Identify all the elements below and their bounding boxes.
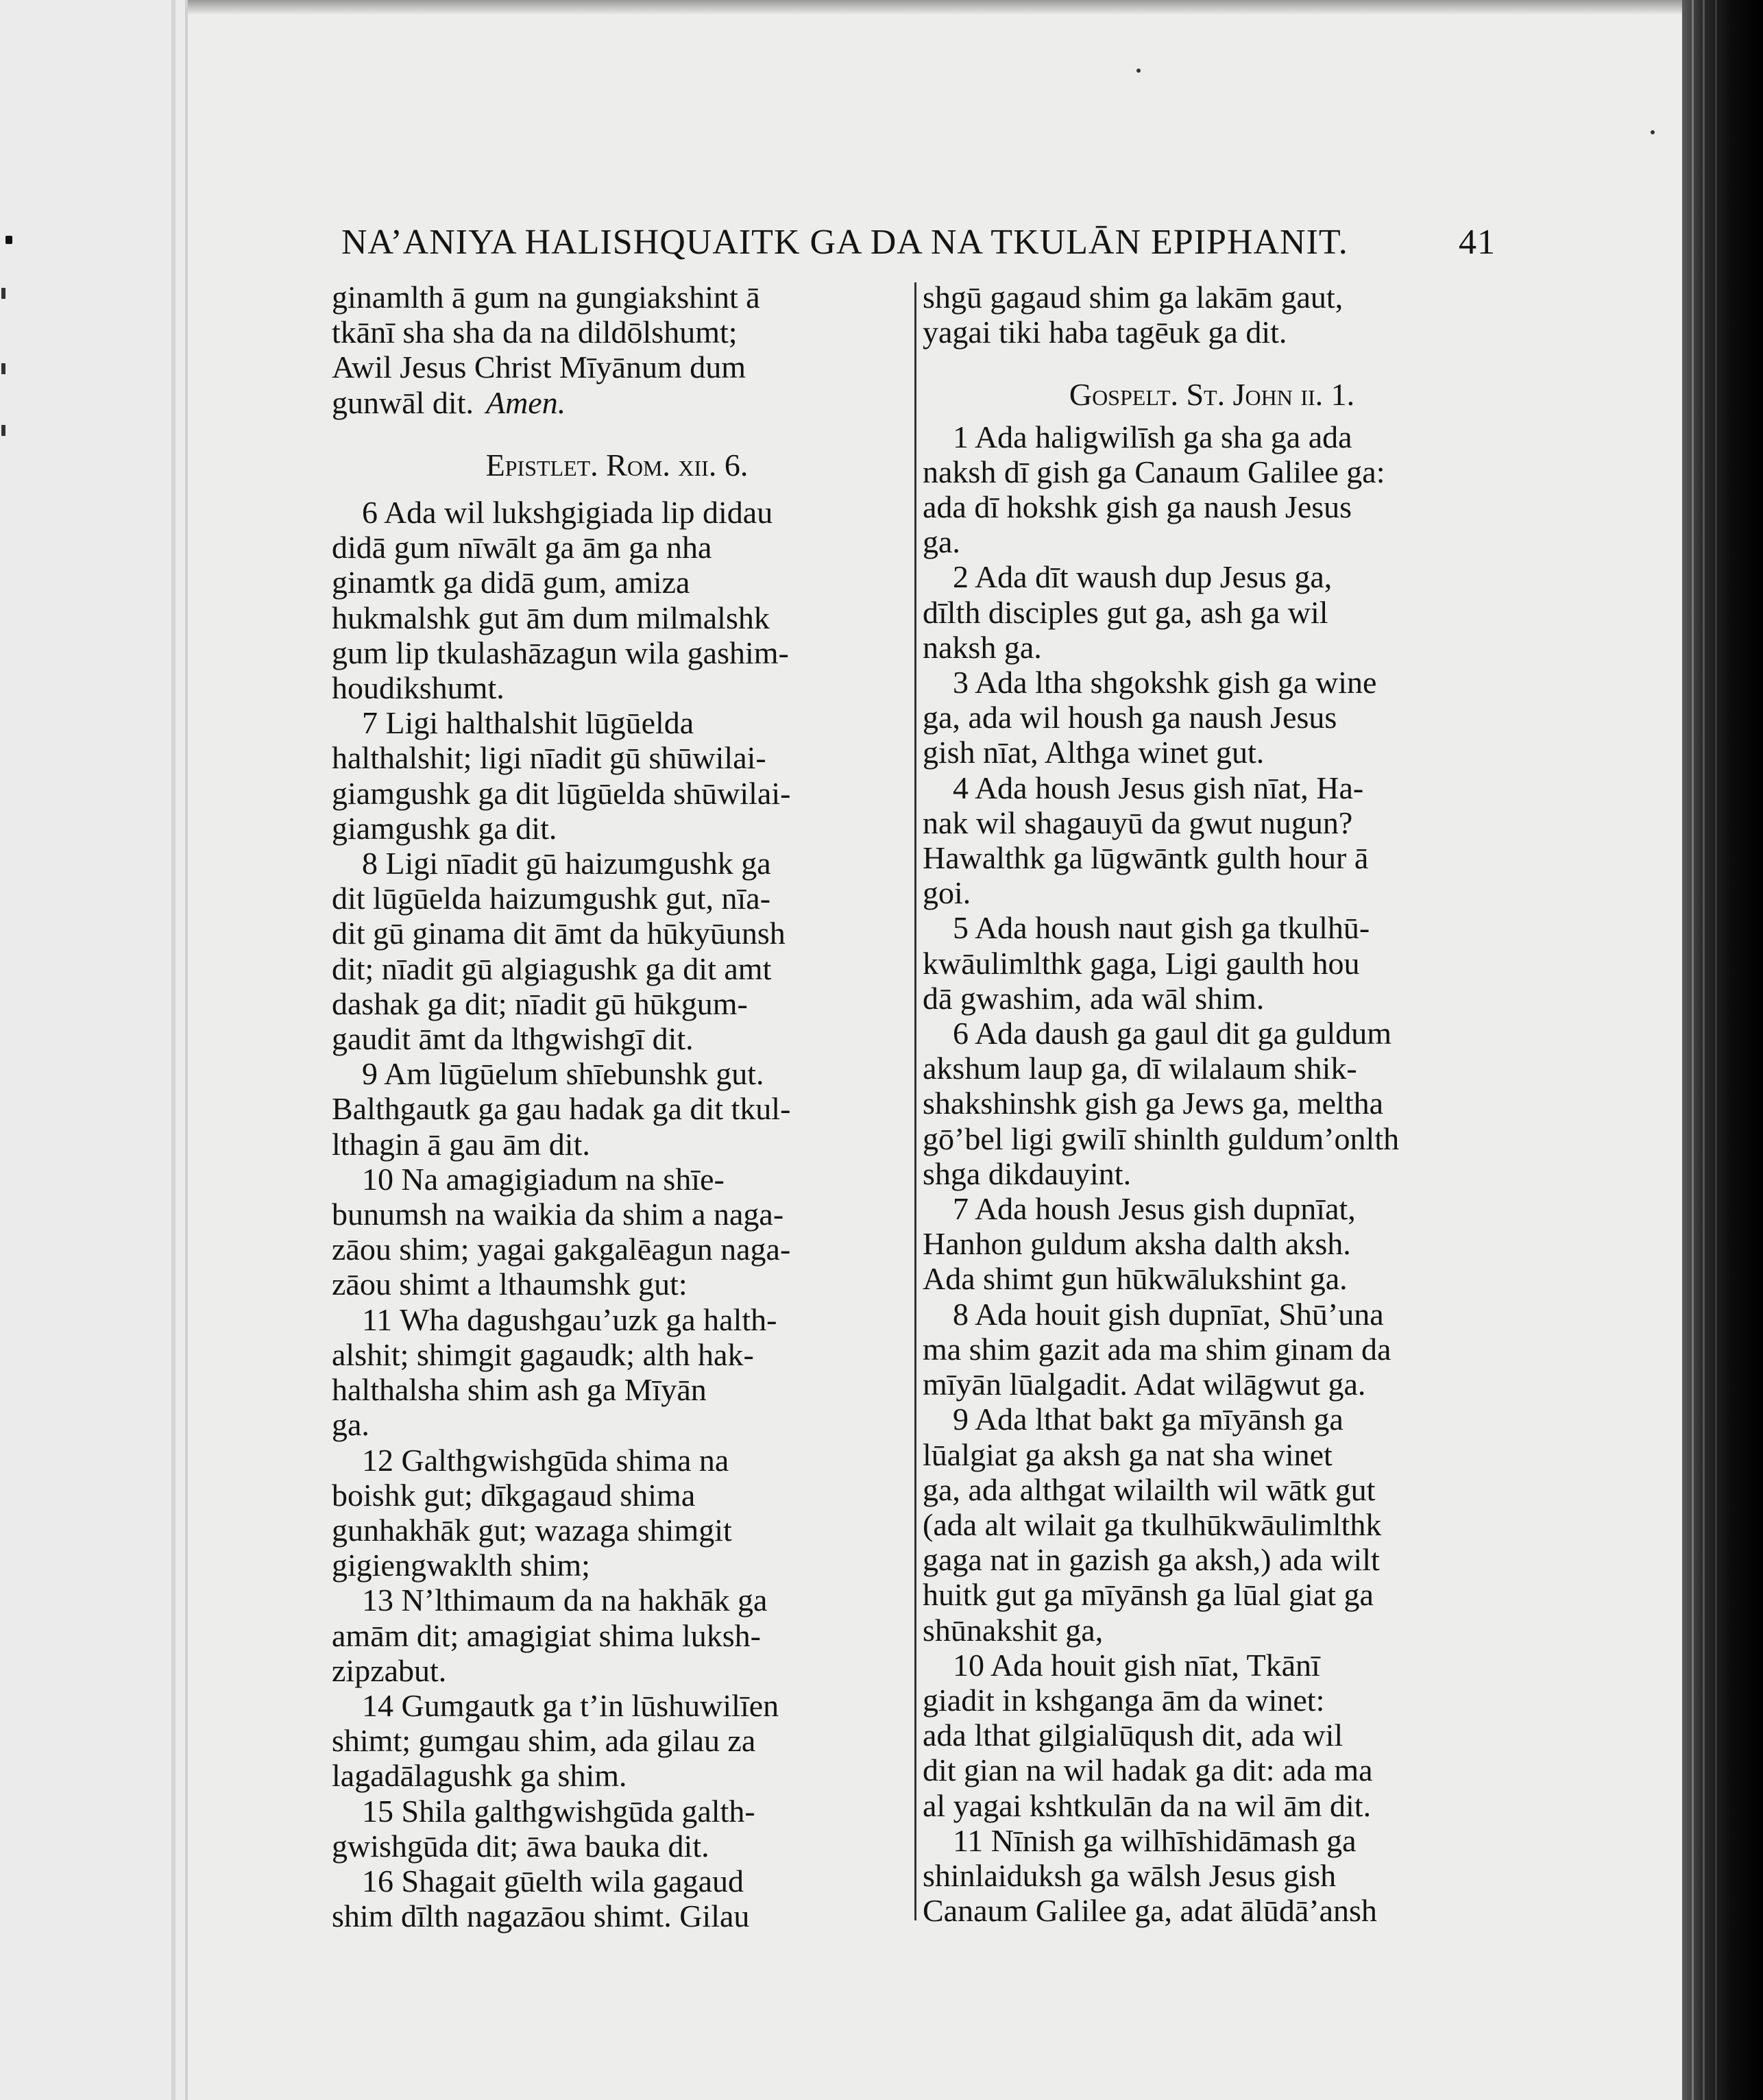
verse-start-line: 8 Ligi nīadit gū haizumgushk ga [362, 846, 771, 881]
text-line: al yagai kshtkulān da na wil ām dit. [923, 1787, 1372, 1823]
gospel-text [923, 419, 1501, 1929]
column-divider [914, 282, 916, 1920]
text-line: zāou shimt a lthaumshk gut: [332, 1267, 688, 1302]
verse-start-line: 14 Gumgautk ga t’in lūshuwilīen [362, 1687, 779, 1723]
text-line: Canaum Galilee ga, adat ālūdā’ansh [923, 1893, 1377, 1929]
text-line: dit gū ginama dit āmt da hūkyūunsh [332, 916, 786, 951]
verse-start-line: 7 Ligi halthalshit lūgūelda [362, 705, 694, 741]
verse-start-line: 8 Ada houit gish dupnīat, Shū’una [953, 1296, 1384, 1332]
text-line: ga. [332, 1407, 369, 1443]
verse-start-line: 11 Wha dagushgau’uzk ga halth- [362, 1302, 777, 1337]
book-binding [1682, 0, 1763, 2100]
text-line: gaudit āmt da lthgwishgī dit. [332, 1021, 694, 1057]
verse-start-line: 16 Shagait gūelth wila gagaud [362, 1863, 744, 1898]
verse-start-line: 6 Ada daush ga gaul dit ga guldum [953, 1016, 1392, 1051]
margin-mark [5, 236, 12, 244]
text-line: bunumsh na waikia da shim a naga- [332, 1197, 784, 1232]
page-top-shadow [188, 0, 1682, 15]
text-line: huitk gut ga mīyānsh ga lūal giat ga [923, 1577, 1374, 1613]
text-line: shgū gagaud shim ga lakām gaut, [923, 280, 1343, 315]
verse-start-line: 13 N’lthimaum da na hakhāk ga [362, 1583, 768, 1618]
verse-start-line: 5 Ada housh naut gish ga tkulhū- [953, 910, 1370, 946]
epistle-heading: Epistlet. Rom. xii. 6. [485, 447, 749, 483]
text-line: shga dikdauyint. [923, 1156, 1132, 1191]
text-line: hukmalshk gut ām dum milmalshk [332, 600, 770, 635]
text-line: ada dī hokshk gish ga naush Jesus [923, 489, 1352, 525]
verse-start-line: 10 Ada houit gish nīat, Tkānī [953, 1647, 1320, 1683]
running-title: NA’ANIYA HALISHQUAITK GA DA NA TKULĀN EPIPHANIT. [341, 223, 1348, 262]
verse-start-line: 15 Shila galthgwishgūda galth- [362, 1793, 755, 1829]
text-line: halthalshit; ligi nīadit gū shūwilai- [332, 740, 766, 776]
text-line: kwāulimlthk gaga, Ligi gaulth hou [923, 945, 1360, 981]
text-line: gum lip tkulashāzagun wila gashim- [332, 635, 789, 670]
text-line: giadit in kshganga ām da winet: [923, 1682, 1325, 1718]
text-line: houdikshumt. [332, 670, 504, 706]
text-line: gunwāl dit. Amen. [332, 384, 566, 420]
text-line: nak wil shagauyū da gwut nugun? [923, 805, 1353, 840]
print-speck [1651, 130, 1655, 134]
verse-start-line: 7 Ada housh Jesus gish dupnīat, [953, 1191, 1356, 1227]
text-line: dit lūgūelda haizumgushk gut, nīa- [332, 881, 771, 916]
text-line: gaga nat in gazish ga aksh,) ada wilt [923, 1542, 1380, 1578]
verse-start-line: 9 Am lūgūelum shīebunshk gut. [362, 1056, 764, 1092]
text-line: zipzabut. [332, 1652, 447, 1688]
text-line: ginamlth ā gum na gungiakshint ā [332, 280, 760, 315]
verse-start-line: 4 Ada housh Jesus gish nīat, Ha- [953, 770, 1364, 805]
text-line: (ada alt wilait ga tkulhūkwāulimlthk [923, 1506, 1382, 1542]
verse-start-line: 6 Ada wil lukshgigiada lip didau [362, 495, 773, 530]
text-line: lūalgiat ga aksh ga nat sha winet [923, 1437, 1333, 1472]
text-line: didā gum nīwālt ga ām ga nha [332, 530, 712, 565]
text-line: dit; nīadit gū algiagushk ga dit amt [332, 951, 772, 986]
margin-mark [1, 288, 5, 299]
text-line: giamgushk ga dit. [332, 810, 557, 846]
text-line: tkānī sha sha da na dildōlshumt; [332, 315, 738, 350]
margin-mark [1, 425, 5, 436]
text-line: Ada shimt gun hūkwālukshint ga. [923, 1261, 1348, 1297]
verse-start-line: 11 Nīnish ga wilhīshidāmash ga [953, 1822, 1357, 1858]
verse-start-line: 2 Ada dīt waush dup Jesus ga, [953, 559, 1333, 595]
text-line: giamgushk ga dit lūgūelda shūwilai- [332, 775, 791, 811]
text-line: amām dit; amagigiat shima luksh- [332, 1617, 761, 1653]
epistle-text [332, 495, 902, 1933]
text-line: gunhakhāk gut; wazaga shimgit [332, 1512, 732, 1548]
text-line: ginamtk ga didā gum, amiza [332, 565, 690, 600]
text-line: Awil Jesus Christ Mīyānum dum [332, 350, 746, 385]
text-line: ga, ada althgat wilailth wil wātk gut [923, 1472, 1376, 1507]
text-line: dīlth disciples gut ga, ash ga wil [923, 594, 1328, 630]
print-speck [1136, 69, 1141, 73]
text-line: akshum laup ga, dī wilalaum shik- [923, 1051, 1357, 1086]
verse-start-line: 1 Ada haligwilīsh ga sha ga ada [953, 419, 1352, 454]
text-line: alshit; shimgit gagaudk; alth hak- [332, 1336, 754, 1372]
text-line: naksh ga. [923, 629, 1042, 665]
text-line: mīyān lūalgadit. Adat wilāgwut ga. [923, 1367, 1366, 1402]
text-line: lthagin ā gau ām dit. [332, 1126, 590, 1162]
text-line: dashak ga dit; nīadit gū hūkgum- [332, 986, 748, 1021]
text-line: ga, ada wil housh ga naush Jesus [923, 700, 1337, 735]
gospel-heading: Gospelt. St. John ii. 1. [1069, 377, 1355, 413]
verse-start-line: 3 Ada ltha shgokshk gish ga wine [953, 665, 1377, 700]
text-line: shinlaiduksh ga wālsh Jesus gish [923, 1857, 1337, 1893]
text-line: Balthgautk ga gau hadak ga dit tkul- [332, 1091, 791, 1127]
text-line: dā gwashim, ada wāl shim. [923, 980, 1265, 1016]
text-line: gish nīat, Althga winet gut. [923, 735, 1265, 770]
text-line: ma shim gazit ada ma shim ginam da [923, 1331, 1391, 1367]
text-line: lagadālagushk ga shim. [332, 1758, 627, 1794]
text-line: Hanhon guldum aksha dalth aksh. [923, 1226, 1351, 1262]
verse-start-line: 12 Galthgwishgūda shima na [362, 1442, 729, 1478]
text-line: ada lthat gilgialūqush dit, ada wil [923, 1718, 1343, 1753]
margin-mark [1, 363, 5, 374]
verse-start-line: 9 Ada lthat bakt ga mīyānsh ga [953, 1402, 1343, 1437]
right-column [923, 280, 1501, 1928]
verse-start-line: 10 Na amagigiadum na shīe- [362, 1161, 725, 1197]
text-line: gō’bel ligi gwilī shinlth guldum’onlth [923, 1121, 1400, 1156]
text-line: shimt; gumgau shim, ada gilau za [332, 1723, 756, 1759]
page-number: 41 [1459, 223, 1496, 262]
text-line: naksh dī gish ga Canaum Galilee ga: [923, 454, 1385, 489]
text-line: yagai tiki haba tagēuk ga dit. [923, 315, 1287, 350]
text-line: zāou shim; yagai gakgalēagun naga- [332, 1232, 791, 1267]
text-line: shim dīlth nagazāou shimt. Gilau [332, 1898, 750, 1934]
text-line: halthalsha shim ash ga Mīyān [332, 1372, 707, 1408]
text-line: shakshinshk gish ga Jews ga, meltha [923, 1086, 1384, 1121]
previous-page-edge [0, 0, 188, 2100]
text-line: ga. [923, 524, 960, 560]
running-header [341, 222, 1507, 262]
text-line: Hawalthk ga lūgwāntk gulth hour ā [923, 840, 1369, 876]
text-line: shūnakshit ga, [923, 1612, 1104, 1648]
page-fold-line [171, 0, 175, 2100]
text-line: boishk gut; dīkgagaud shima [332, 1477, 696, 1513]
left-column [332, 280, 902, 1933]
text-line: dit gian na wil hadak ga dit: ada ma [923, 1753, 1373, 1788]
text-line: gigiengwaklth shim; [332, 1548, 590, 1583]
text-line: goi. [923, 875, 971, 911]
text-line: gwishgūda dit; āwa bauka dit. [332, 1828, 709, 1864]
